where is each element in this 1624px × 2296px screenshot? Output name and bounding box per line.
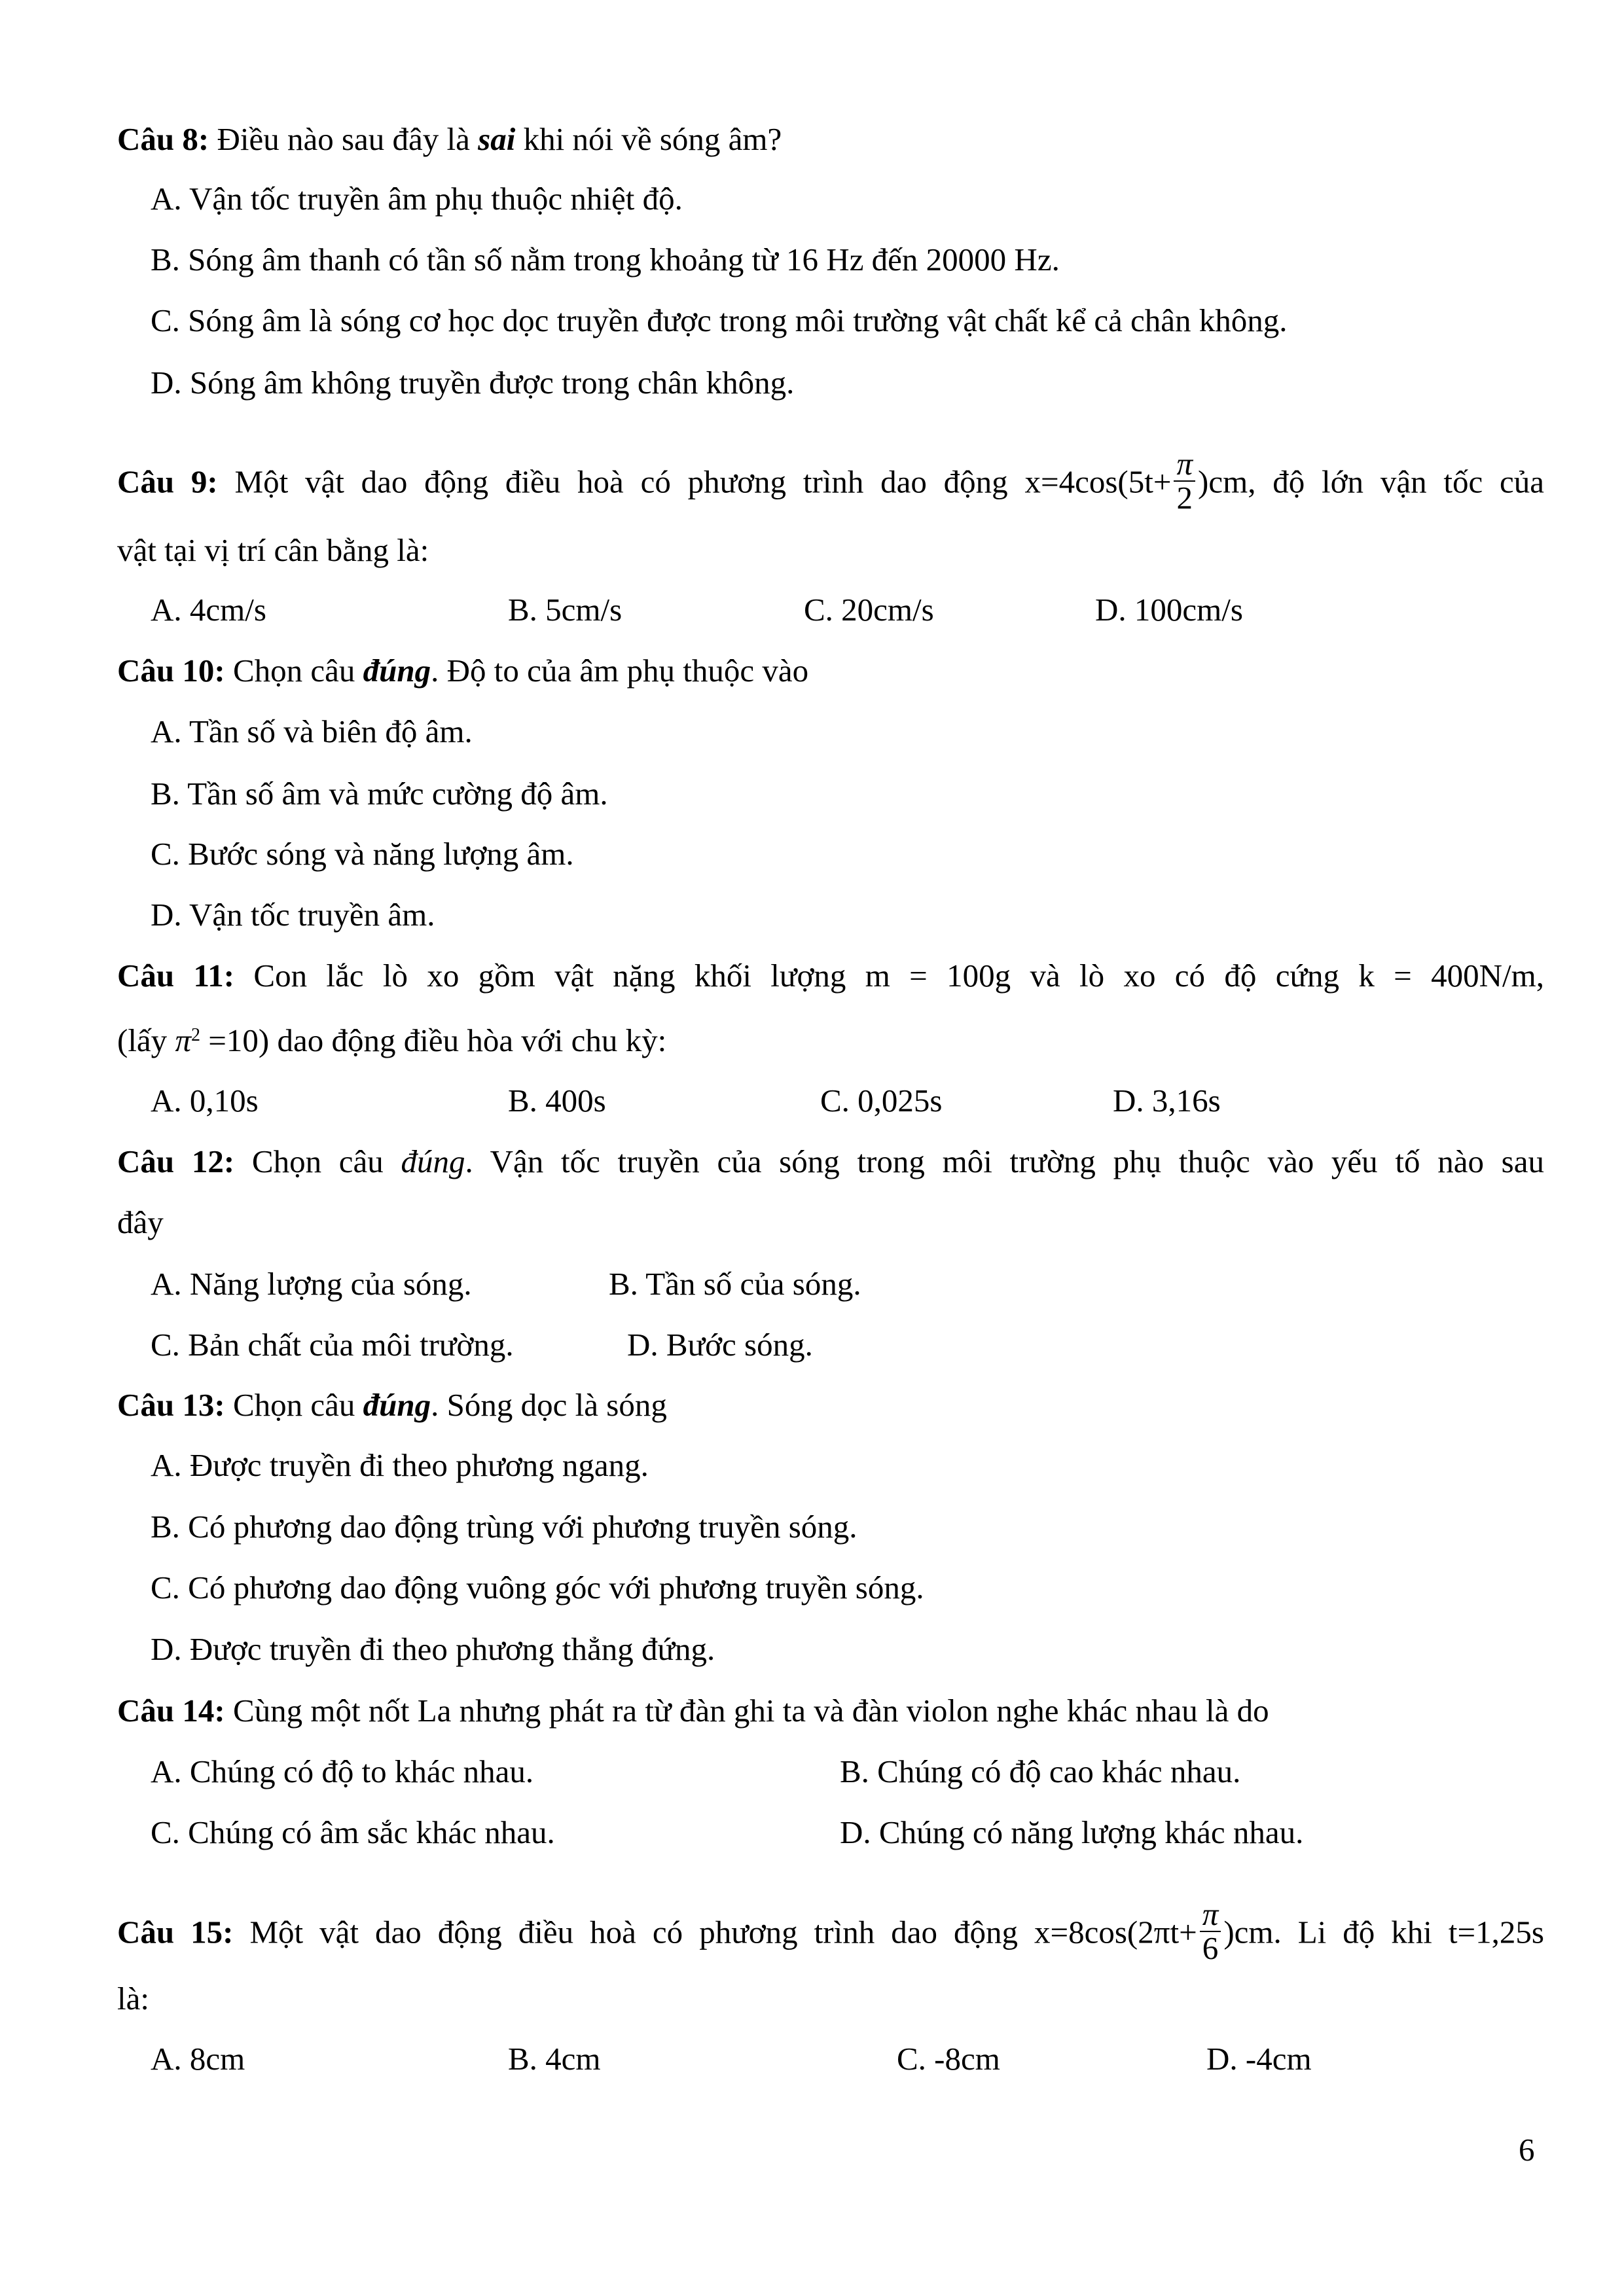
question-number: Câu 8:: [117, 121, 209, 157]
option-c: C. Bản chất của môi trường.: [151, 1327, 514, 1363]
option-b: B. Sóng âm thanh có tần số nằm trong khoảng từ 16 Hz đến 20000 Hz.: [151, 242, 1060, 278]
emphasis: sai: [478, 121, 516, 157]
option-c: C. Bước sóng và năng lượng âm.: [151, 836, 574, 872]
option-b: B. 5cm/s: [508, 592, 623, 628]
option-d: D. Sóng âm không truyền được trong chân không.: [151, 365, 795, 401]
option-d: D. 3,16s: [1113, 1083, 1221, 1119]
option-b: B. Chúng có độ cao khác nhau.: [840, 1753, 1241, 1789]
question-15-stem-cont: là:: [117, 1981, 149, 2017]
question-11-stem-cont: (lấy $\pi^2 =10$) dao động điều hòa với chu kỳ:: [117, 1022, 667, 1058]
question-number: Câu 12:: [117, 1143, 235, 1179]
fraction: $\frac{\pi}{2}$: [1174, 448, 1195, 514]
option-b: B. 400s: [508, 1083, 606, 1119]
question-9-stem: Câu 9: Một vật dao động điều hoà có phương trình dao động x=4cos(5t+ $\frac{\pi}{2}$ )cm, độ lớn vận tốc của: [117, 446, 1544, 516]
option-b: B. Tần số của sóng.: [609, 1266, 861, 1302]
option-d: D. Vận tốc truyền âm.: [151, 897, 435, 933]
question-10-stem: Câu 10: Chọn câu đúng. Độ to của âm phụ thuộc vào: [117, 653, 809, 689]
option-b: B. Tần số âm và mức cường độ âm.: [151, 776, 608, 812]
option-c: C. 0,025s: [820, 1083, 943, 1119]
question-12-stem: Câu 12: Chọn câu đúng. Vận tốc truyền của sóng trong môi trường phụ thuộc vào yếu tố nào sau: [117, 1143, 1544, 1179]
question-8-stem: Câu 8: Điều nào sau đây là sai khi nói về sóng âm?: [117, 121, 782, 157]
option-a: A. Được truyền đi theo phương ngang.: [151, 1447, 649, 1483]
option-d: D. Được truyền đi theo phương thẳng đứng.: [151, 1631, 715, 1667]
question-number: Câu 14:: [117, 1693, 225, 1729]
page-number: 6: [1519, 2132, 1535, 2168]
option-a: A. Năng lượng của sóng.: [151, 1266, 472, 1302]
option-d: D. Chúng có năng lượng khác nhau.: [840, 1814, 1304, 1850]
option-d: D. Bước sóng.: [627, 1327, 813, 1363]
question-15-stem: Câu 15: Một vật dao động điều hoà có phương trình dao động x=8cos(2πt+ $\frac{\pi}{6}$ )cm. Li độ khi t=1,25s: [117, 1896, 1545, 1966]
option-c: C. -8cm: [897, 2041, 1000, 2077]
option-d: D. 100cm/s: [1095, 592, 1243, 628]
option-c: C. Chúng có âm sắc khác nhau.: [151, 1814, 555, 1850]
question-11-stem: Câu 11: Con lắc lò xo gồm vật nặng khối lượng m = 100g và lò xo có độ cứng k = 400N/m,: [117, 958, 1544, 994]
question-14-stem: Câu 14: Cùng một nốt La nhưng phát ra từ đàn ghi ta và đàn violon nghe khác nhau là do: [117, 1693, 1269, 1729]
pi-symbol: π: [175, 1022, 191, 1058]
emphasis: đúng: [363, 1387, 431, 1423]
question-9-stem-cont: vật tại vị trí cân bằng là:: [117, 532, 429, 568]
emphasis: đúng: [401, 1143, 465, 1179]
option-c: C. Sóng âm là sóng cơ học dọc truyền được trong môi trường vật chất kể cả chân không.: [151, 302, 1288, 338]
option-a: A. Vận tốc truyền âm phụ thuộc nhiệt độ.: [151, 181, 683, 217]
question-number: Câu 13:: [117, 1387, 225, 1423]
emphasis: đúng: [363, 653, 431, 689]
option-c: C. 20cm/s: [804, 592, 934, 628]
option-a: A. Chúng có độ to khác nhau.: [151, 1753, 534, 1789]
option-a: A. 8cm: [151, 2041, 245, 2077]
option-b: B. 4cm: [508, 2041, 601, 2077]
question-number: Câu 9:: [117, 463, 218, 500]
fraction: $\frac{\pi}{6}$: [1200, 1898, 1221, 1965]
option-d: D. -4cm: [1206, 2041, 1312, 2077]
option-a: A. Tần số và biên độ âm.: [151, 713, 473, 749]
question-number: Câu 11:: [117, 958, 235, 994]
question-number: Câu 10:: [117, 653, 225, 689]
option-a: A. 4cm/s: [151, 592, 266, 628]
question-12-stem-cont: đây: [117, 1204, 164, 1240]
option-c: C. Có phương dao động vuông góc với phương truyền sóng.: [151, 1570, 924, 1605]
question-13-stem: Câu 13: Chọn câu đúng. Sóng dọc là sóng: [117, 1387, 667, 1423]
option-b: B. Có phương dao động trùng với phương truyền sóng.: [151, 1509, 857, 1545]
question-number: Câu 15:: [117, 1914, 234, 1950]
option-a: A. 0,10s: [151, 1083, 259, 1119]
